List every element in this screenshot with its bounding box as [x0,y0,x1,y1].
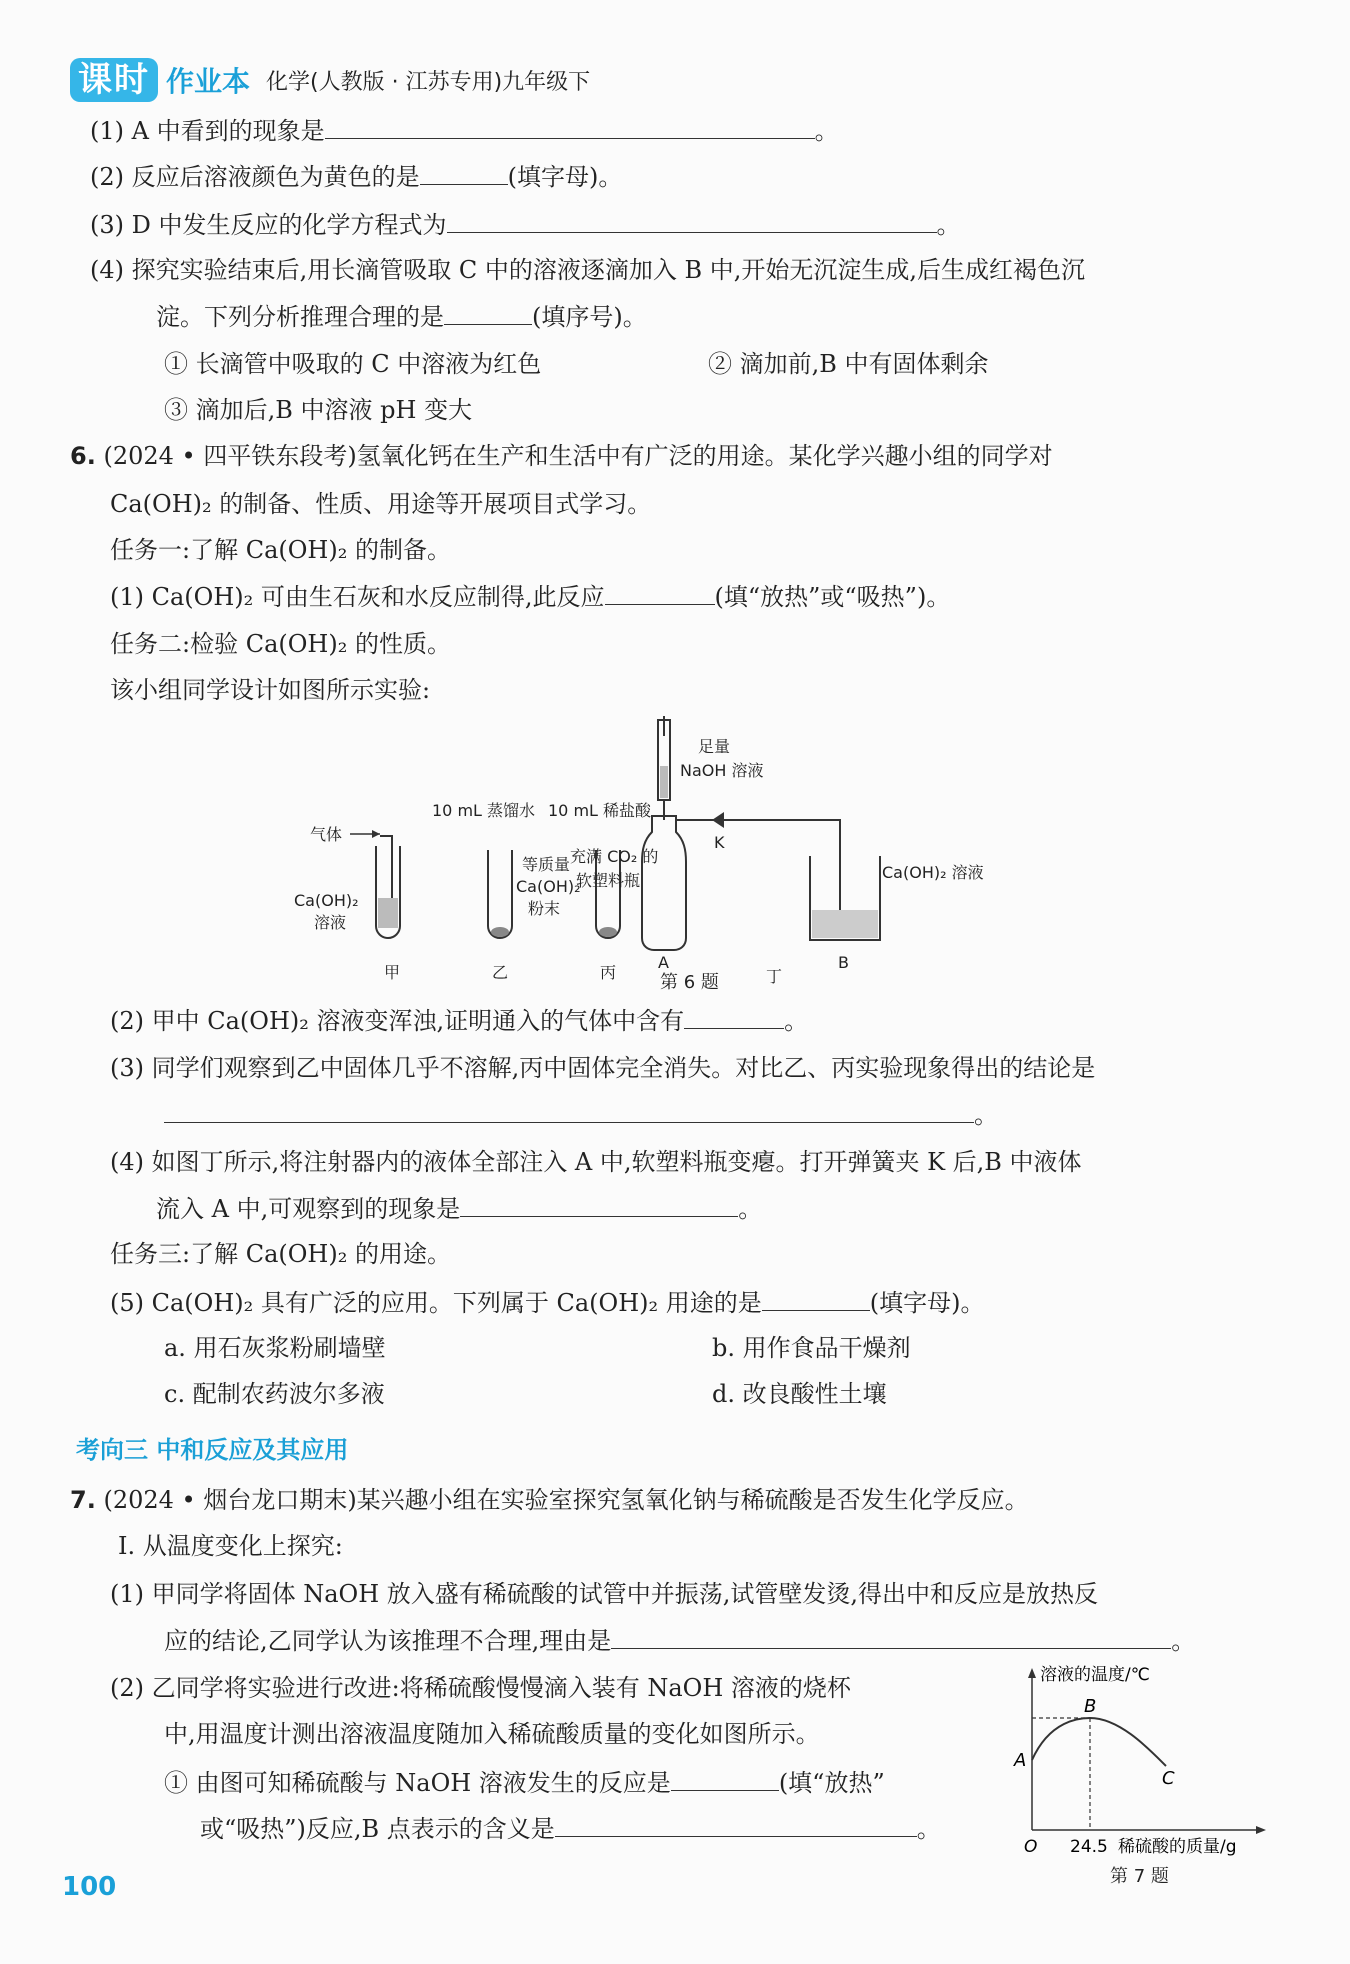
answer-blank[interactable] [684,1004,784,1029]
syringe-liquid [660,766,668,798]
punct: 。 [814,117,839,145]
q7-prompt-1: 应的结论,乙同学认为该推理不合理,理由是 [164,1627,612,1655]
naoh-label: NaOH 溶液 [680,761,764,780]
q5-option-2: ② 滴加前,B 中有固体剩余 [708,350,989,378]
section-heading: 考向三 中和反应及其应用 [76,1436,349,1464]
arrow-head [372,830,380,838]
q6-task-3: 任务三:了解 Ca(OH)₂ 的用途。 [110,1240,451,1268]
q7-sub-1b [164,1624,1195,1657]
q6-prompt-4: 流入 A 中,可观察到的现象是 [156,1195,461,1223]
water-label: 10 mL 蒸馏水 [432,801,536,820]
label-ding: 丁 [766,967,783,986]
q5-prompt-2: (2) 反应后溶液颜色为黄色的是 [90,163,420,191]
hint: (填字母)。 [869,1289,985,1317]
soft-plastic-bottle [642,816,686,950]
q6-sub-3: (3) 同学们观察到乙中固体几乎不溶解,丙中固体完全消失。对比乙、丙实验现象得出的结论是 [110,1054,1096,1082]
q7-temperature-graph [1010,1660,1300,1860]
answer-blank[interactable] [164,1098,974,1123]
q6-task-1: 任务一:了解 Ca(OH)₂ 的制备。 [110,536,451,564]
x-tick-label: 24.5 [1070,1837,1108,1857]
q7-prompt-2c: ① 由图可知稀硫酸与 NaOH 溶液发生的反应是 [164,1769,671,1797]
q5-line-4a: (4) 探究实验结束后,用长滴管吸取 C 中的溶液逐滴加入 B 中,开始无沉淀生成,后生成红褐色沉 [90,256,1086,284]
punct: 。 [784,1007,809,1035]
q6-sub-5 [110,1286,985,1319]
enough-label: 足量 [698,737,731,756]
q7-prompt-2d: 或“吸热”)反应,B 点表示的含义是 [200,1815,555,1843]
q5-prompt-3: (3) D 中发生反应的化学方程式为 [90,211,447,239]
figure-7-caption: 第 7 题 [1110,1866,1169,1887]
q6-prompt-2: (2) 甲中 Ca(OH)₂ 溶液变浑浊,证明通入的气体中含有 [110,1007,685,1035]
solution-fill [378,898,398,928]
q7-intro-text: (2024 • 烟台龙口期末)某兴趣小组在实验室探究氢氧化钠与稀硫酸是否发生化学反应。 [103,1486,1029,1514]
q7-sub-2c [164,1766,885,1799]
hint: (填字母)。 [507,163,623,191]
hcl-label: 10 mL 稀盐酸 [548,801,652,820]
point-a-label: A [1014,1750,1027,1771]
caoh-label: Ca(OH)₂ [516,877,581,896]
label-a: A [658,953,669,972]
punct: 。 [1171,1627,1196,1655]
point-c-label: C [1162,1768,1175,1789]
q6-prompt-5: (5) Ca(OH)₂ 具有广泛的应用。下列属于 Ca(OH)₂ 用途的是 [110,1289,762,1317]
q6-option-d: d. 改良酸性土壤 [712,1380,887,1408]
q6-sub-3-answer [164,1098,998,1131]
q6-intro-text: (2024 • 四平铁东段考)氢氧化钙在生产和生活中有广泛的用途。某化学兴趣小组的同学对 [103,442,1053,470]
origin-label: O [1024,1837,1038,1857]
beaker-solution [812,910,878,938]
question-number: 6. [70,442,96,470]
label-b: B [838,953,849,972]
q6-option-b: b. 用作食品干燥剂 [712,1334,911,1362]
subject-title: 化学(人教版 · 江苏专用)九年级下 [266,69,591,95]
answer-blank[interactable] [420,160,508,185]
punct: 。 [974,1101,998,1129]
gas-label: 气体 [310,825,343,844]
q6-design: 该小组同学设计如图所示实验: [110,676,431,704]
q5-line-1 [90,114,839,147]
q6-sub-4a: (4) 如图丁所示,将注射器内的液体全部注入 A 中,软塑料瓶变瘪。打开弹簧夹 K 后,B 中液体 [110,1148,1082,1176]
q5-line-2 [90,160,622,193]
logo: 课时 [70,58,158,102]
page-number: 100 [62,1872,117,1902]
q7-intro [70,1484,1029,1516]
label-bing: 丙 [600,963,617,982]
connecting-tube [676,820,840,912]
page-header [70,56,590,104]
q7-sub-2d [200,1812,941,1845]
answer-blank[interactable] [611,1624,1171,1649]
punct: 。 [738,1195,763,1223]
q5-line-4b [156,300,647,333]
q7-sub-2a: (2) 乙同学将实验进行改进:将稀硫酸慢慢滴入装有 NaOH 溶液的烧杯 [110,1674,851,1702]
q6-sub-1 [110,580,950,613]
q5-line-3 [90,208,961,241]
punct: 。 [936,211,961,239]
question-number: 7. [70,1486,96,1514]
q6-option-a: a. 用石灰浆粉刷墙壁 [164,1334,386,1362]
answer-blank[interactable] [325,114,815,139]
inlet-tube [380,836,392,906]
clamp-k-label: K [714,833,725,852]
y-axis-arrow [1028,1668,1036,1678]
figure-6-caption: 第 6 题 [660,972,719,993]
temperature-curve [1032,1718,1166,1766]
powder-bing [599,927,617,937]
q6-intro-2: Ca(OH)₂ 的制备、性质、用途等开展项目式学习。 [110,490,652,518]
co2-bottle-label-1: 充满 CO₂ 的 [570,847,659,866]
powder-yi [491,927,509,937]
label-yi: 乙 [492,963,509,982]
q6-sub-4b [156,1192,762,1225]
y-axis-label: 溶液的温度/℃ [1040,1665,1150,1685]
answer-blank[interactable] [605,580,715,605]
x-axis-label: 稀硫酸的质量/g [1118,1837,1237,1857]
q7-part-1: Ⅰ. 从温度变化上探究: [118,1532,343,1560]
clamp-k [712,812,724,828]
q7-sub-2b: 中,用温度计测出溶液温度随加入稀硫酸质量的变化如图所示。 [164,1720,820,1748]
hint: (填序号)。 [532,303,647,331]
answer-blank[interactable] [444,300,532,325]
brand-title: 作业本 [166,65,251,98]
punct: 。 [916,1815,941,1843]
q6-option-c: c. 配制农药波尔多液 [164,1380,385,1408]
powder-label: 粉末 [528,899,561,918]
q6-sub-2 [110,1004,808,1037]
test-tube-yi [488,850,512,938]
q5-prompt-1: (1) A 中看到的现象是 [90,117,325,145]
solution-label: 溶液 [314,913,347,932]
answer-blank[interactable] [671,1766,779,1791]
answer-blank[interactable] [460,1192,738,1217]
q7-sub-1a: (1) 甲同学将固体 NaOH 放入盛有稀硫酸的试管中并振荡,试管壁发烫,得出中和反应是放热反 [110,1580,1099,1608]
label-jia: 甲 [384,963,401,982]
equal-mass-label: 等质量 [522,855,571,874]
caoh-solution-label: Ca(OH)₂ [294,891,359,910]
hint: (填“放热”或“吸热”)。 [714,583,951,611]
caoh-solution-b-label: Ca(OH)₂ 溶液 [882,863,984,882]
q5-option-3: ③ 滴加后,B 中溶液 pH 变大 [164,396,473,424]
answer-blank[interactable] [447,208,937,233]
q5-prompt-4: 淀。下列分析推理合理的是 [156,303,444,331]
x-axis-arrow [1256,1826,1266,1834]
answer-blank[interactable] [762,1286,870,1311]
q5-option-1: ① 长滴管中吸取的 C 中溶液为红色 [164,350,542,378]
q6-apparatus-figure [280,716,1100,996]
q6-prompt-1: (1) Ca(OH)₂ 可由生石灰和水反应制得,此反应 [110,583,605,611]
answer-blank[interactable] [555,1812,917,1837]
point-b-label: B [1084,1696,1097,1717]
hint: (填“放热” [778,1769,885,1797]
co2-bottle-label-2: 软塑料瓶 [576,871,641,890]
q6-task-2: 任务二:检验 Ca(OH)₂ 的性质。 [110,630,451,658]
q6-intro-1 [70,440,1053,472]
